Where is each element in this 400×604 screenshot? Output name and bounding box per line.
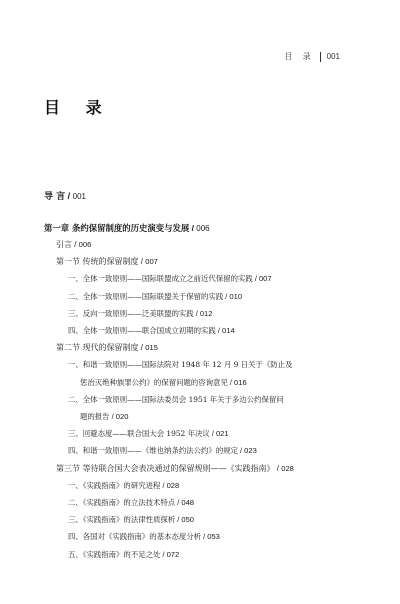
page-title: 目 录 (44, 98, 112, 117)
running-head (284, 51, 340, 62)
toc-entry-separator: / (138, 257, 146, 267)
toc-entry-section[interactable] (56, 256, 158, 268)
running-head-title: 目 录 (284, 52, 315, 61)
toc-entry-page-number: 023 (244, 446, 257, 456)
toc-entry-title: 四、各国对《实践指南》的基本态度分析 (68, 532, 202, 542)
toc-entry-section[interactable] (56, 342, 158, 354)
toc-entry-subsection[interactable] (68, 325, 235, 337)
toc-entry-title: 三、《实践指南》的法律性质探析 (68, 515, 176, 525)
toc-entry-subsection[interactable] (68, 428, 229, 440)
toc-entry-separator: / (209, 429, 216, 439)
toc-entry-separator: / (223, 291, 230, 301)
toc-entry-separator: / (189, 223, 197, 233)
toc-entry-page-number: 014 (222, 326, 235, 335)
toc-entry-title: 二、全体一致原则——国际法委员会 1951 年关于多边公约保留问 (68, 394, 284, 404)
toc-entry-page-number: 028 (166, 480, 180, 490)
toc-entry-page-number: 020 (115, 412, 129, 421)
running-head-page-number: 001 (326, 52, 340, 61)
toc-entry-title: 题的报告 (80, 412, 110, 421)
toc-entry-chapter[interactable] (44, 222, 210, 234)
toc-entry-subsection[interactable] (68, 514, 194, 526)
toc-entry-page-number: 050 (181, 515, 195, 525)
toc-entry-separator: / (175, 515, 182, 525)
toc-entry-continuation[interactable] (80, 411, 128, 423)
toc-entry-subsection[interactable] (68, 497, 194, 509)
toc-entry-separator: / (201, 532, 208, 542)
toc-entry-title: 二、全体一致原则——国际联盟关于保留的实践 (68, 291, 224, 301)
toc-entry-title: 第一章 条约保留制度的历史演变与发展 (44, 223, 190, 233)
toc-entry-page-number: 012 (199, 308, 213, 318)
toc-entry-page-number: 007 (258, 274, 272, 284)
toc-entry-subsection[interactable] (68, 394, 284, 406)
toc-entry-separator: / (238, 446, 245, 456)
toc-entry-page-number: 016 (234, 377, 247, 387)
toc-entry-separator: / (175, 498, 182, 507)
toc-entry-subsection[interactable] (68, 531, 220, 543)
toc-entry-separator: / (215, 326, 222, 335)
toc-entry-separator: / (109, 412, 116, 421)
toc-entry-title: 三、反向一致原则——泛美联盟的实践 (68, 308, 194, 318)
toc-entry-title: 导 言 (44, 192, 66, 202)
toc-entry-subsection[interactable] (68, 445, 257, 457)
toc-entry-title: 第三节 等待联合国大会表决通过的保留规则——《实践指南》 (56, 463, 275, 473)
toc-entry-page-number: 028 (281, 463, 294, 473)
toc-entry-separator: / (252, 274, 259, 284)
toc-entry-title: 四、全体一致原则——联合国成立初期的实践 (68, 326, 216, 335)
toc-entry-title: 一、和谐一致原则——国际法院对 1948 年 12 月 9 日关于《防止及 (68, 360, 293, 370)
toc-entry-separator: / (193, 308, 200, 318)
toc-entry-separator: / (160, 549, 167, 559)
toc-entry-title: 引言 (56, 240, 72, 249)
toc-entry-separator: / (65, 191, 73, 201)
toc-entry-page-number: 010 (229, 291, 243, 301)
toc-entry-page-number: 072 (166, 549, 180, 559)
toc-entry-subsection[interactable] (68, 480, 179, 492)
toc-entry-continuation[interactable] (80, 377, 247, 389)
toc-entry-title: 一、《实践指南》的研究进程 (68, 480, 161, 490)
toc-entry-title: 三、回避态度——联合国大会 1952 年决议 (68, 429, 210, 439)
toc-entry-separator: / (274, 463, 282, 473)
toc-entry-title: 四、和谐一致原则——《维也纳条约法公约》的规定 (68, 446, 238, 456)
toc-entry-subsection[interactable] (68, 549, 179, 561)
toc-entry-title: 五、《实践指南》的不足之处 (68, 549, 161, 559)
toc-entry-page-number: 006 (196, 224, 210, 233)
toc-entry-separator: / (138, 343, 146, 353)
toc-entry-separator: / (72, 240, 79, 249)
toc-entry-page-number: 021 (215, 429, 229, 439)
toc-entry-preface[interactable] (44, 190, 86, 202)
toc-entry-section[interactable] (56, 239, 91, 251)
running-head-divider (320, 52, 321, 62)
toc-entry-page-number: 053 (207, 532, 220, 542)
toc-entry-page-number: 015 (145, 343, 158, 353)
toc-entry-subsection[interactable] (68, 308, 213, 320)
toc-entry-title: 惩治灭绝种族罪公约》的保留问题的咨询意见 (80, 377, 228, 387)
toc-entry-subsection[interactable] (68, 273, 272, 285)
toc-entry-page-number: 048 (181, 498, 195, 507)
toc-entry-subsection[interactable] (68, 291, 242, 303)
toc-entry-page-number: 007 (145, 257, 158, 267)
toc-entry-section[interactable] (56, 463, 294, 475)
toc-entry-page-number: 006 (78, 240, 92, 249)
toc-entry-subsection[interactable] (68, 359, 292, 371)
toc-entry-title: 第二节 现代的保留制度 (56, 343, 139, 353)
toc-entry-page-number: 001 (72, 192, 87, 201)
toc-entry-separator: / (160, 480, 167, 490)
toc-entry-title: 一、全体一致原则——国际联盟成立之前近代保留的实践 (68, 274, 253, 284)
toc-entry-separator: / (227, 377, 234, 387)
toc-entry-title: 第一节 传统的保留制度 (56, 257, 139, 267)
toc-entry-title: 二、《实践指南》的立法技术特点 (68, 498, 176, 507)
